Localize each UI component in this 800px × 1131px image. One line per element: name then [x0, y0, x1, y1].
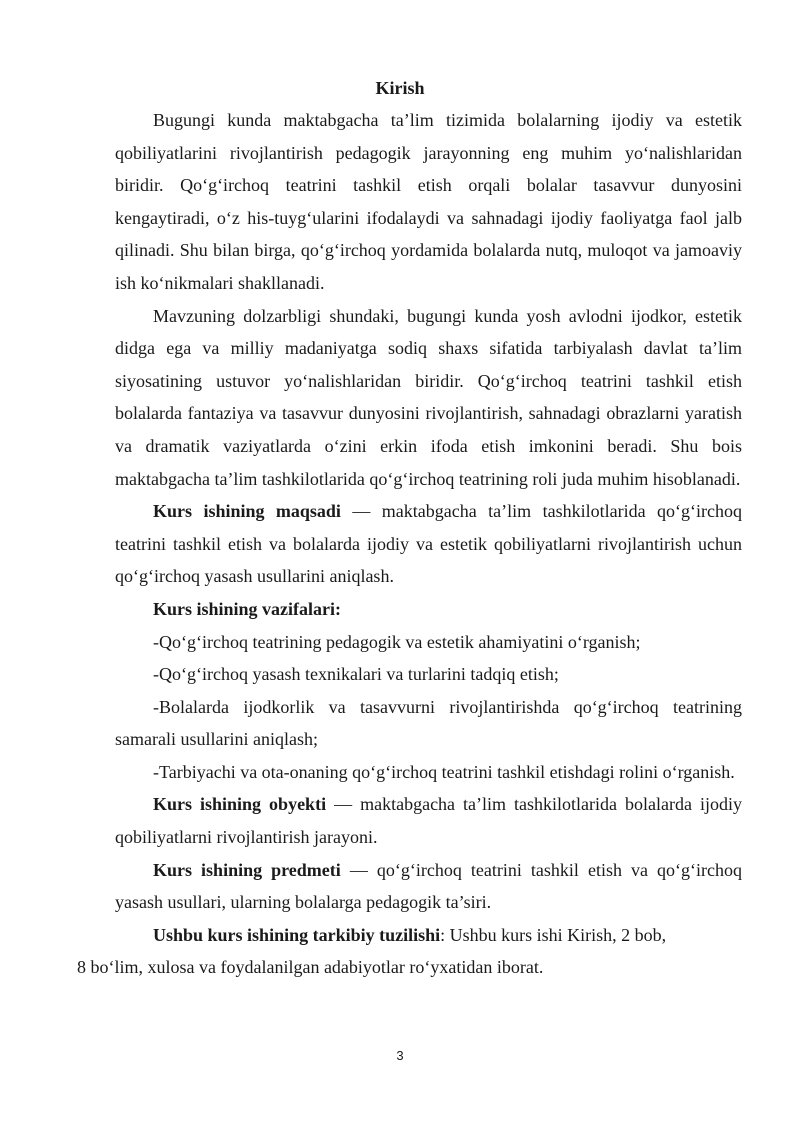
relevance-paragraph: Mavzuning dolzarbligi shundaki, bugungi kunda yosh avlodni ijodkor, estetik didga ega va milliy madaniyatga sodiq shaxs sifatida tarbiyalash davlat ta’lim siyosatining ustuvor yo‘nalishlaridan biridir. Qo‘g‘irchoq teatrini tashkil etish bolalarda fantaziya va tasavvur dunyosini rivojlantirish, sahnadagi obrazlarni yaratish va dramatik vaziyatlarda o‘zini erkin ifoda etish imkonini beradi. Shu bois maktabgacha ta’lim tashkilotlarida qo‘g‘irchoq teatrining roli juda muhim hisoblanadi.	[115, 305, 742, 489]
object-paragraph	[115, 788, 742, 853]
intro-paragraph: Bugungi kunda maktabgacha ta’lim tizimida bolalarning ijodiy va estetik qobiliyatlarini rivojlantirish pedagogik jarayonning eng muhim yo‘nalishlaridan biridir. Qo‘g‘irchoq teatrini tashkil etish orqali bolalar tasavvur dunyosini kengaytiradi, o‘z his-tuyg‘ularini ifodalaydi va sahnadagi ijodiy faoliyatga faol jalb qilinadi. Shu bilan birga, qo‘g‘irchoq yordamida bolalarda nutq, muloqot va jamoaviy ish ko‘nikmalari shakllanadi.	[115, 110, 742, 293]
task-item: -Bolalarda ijodkorlik va tasavvurni rivojlantirishda qo‘g‘irchoq teatrining samarali usullarini aniqlash;	[115, 696, 742, 750]
object-label: Kurs ishining obyekti	[153, 794, 327, 815]
tasks-label: Kurs ishining vazifalari:	[153, 598, 342, 619]
task-item: -Qo‘g‘irchoq teatrining pedagogik va estetik ahamiyatini o‘rganish;	[153, 631, 641, 652]
structure-label: Ushbu kurs ishining tarkibiy tuzilishi	[153, 924, 441, 945]
tasks-heading	[115, 593, 742, 626]
task-item: -Qo‘g‘irchoq yasash texnikalari va turlarini tadqiq etish;	[153, 664, 559, 685]
page-number: 3	[396, 1048, 404, 1063]
structure-text-2: 8 bo‘lim, xulosa va foydalanilgan adabiyotlar ro‘yxatidan iborat.	[77, 957, 544, 978]
section-title: Kirish	[375, 78, 425, 98]
goal-label: Kurs ishining maqsadi	[153, 501, 341, 522]
subject-label: Kurs ishining predmeti	[153, 859, 341, 880]
task-item: -Tarbiyachi va ota-onaning qo‘g‘irchoq teatrini tashkil etishdagi rolini o‘rganish.	[153, 761, 735, 782]
object-text: — maktabgacha ta’lim tashkilotlarida bolalarda ijodiy qobiliyatlarni rivojlantirish jarayoni.	[115, 794, 742, 848]
structure-paragraph	[77, 919, 742, 984]
goal-text: — maktabgacha ta’lim tashkilotlarida qo‘g‘irchoq teatrini tashkil etish va bolalarda ijodiy va estetik qobiliyatlarni rivojlantirish uchun qo‘g‘irchoq yasash usullarini aniqlash.	[115, 501, 742, 587]
structure-text-1: : Ushbu kurs ishi Kirish, 2 bob,	[440, 924, 667, 945]
goal-paragraph	[115, 495, 742, 593]
subject-text: — qo‘g‘irchoq teatrini tashkil etish va qo‘g‘irchoq yasash usullari, ularning bolalarga pedagogik ta’siri.	[115, 859, 743, 913]
document-body	[77, 104, 743, 984]
subject-paragraph	[115, 854, 742, 919]
